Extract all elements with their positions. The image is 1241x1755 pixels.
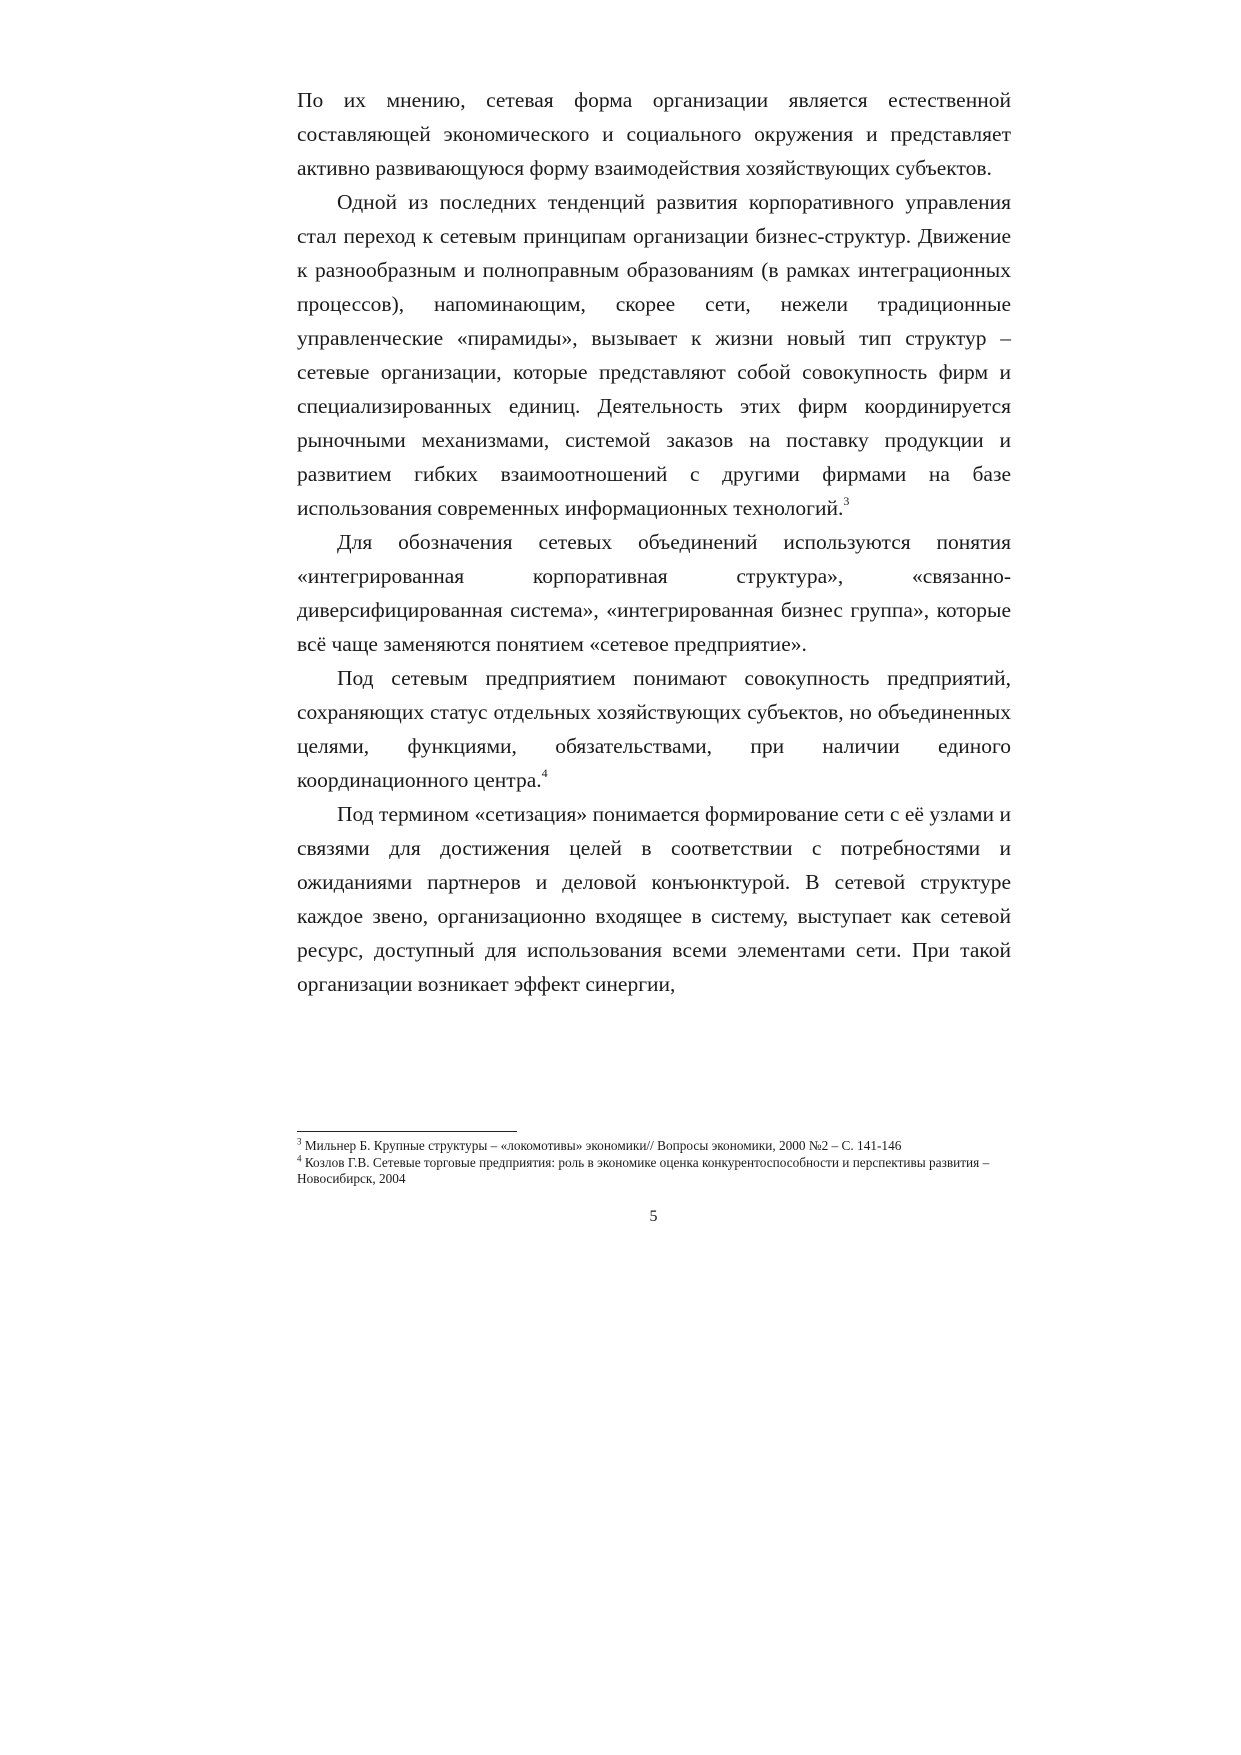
- paragraph: [297, 83, 1011, 185]
- footnote-reference[interactable]: 3: [843, 493, 850, 508]
- footnote-text: Мильнер Б. Крупные структуры – «локомотивы» экономики// Вопросы экономики, 2000 №2 – С. 141-146: [304, 1138, 902, 1153]
- page-number: 5: [649, 1208, 658, 1225]
- footnotes: [297, 1138, 1017, 1188]
- paragraph-text: Под сетевым предприятием понимают совокупность предприятий, сохраняющих статус отдельных хозяйствующих субъектов, но объединенных целями, функциями, обязательствами, при наличии единого координационного центра.: [297, 666, 1011, 792]
- body-text: [297, 83, 1011, 1001]
- footnote-separator: [297, 1131, 517, 1132]
- paragraph-text: Одной из последних тенденций развития корпоративного управления стал переход к сетевым принципам организации бизнес-структур. Движение к разнообразным и полноправным образованиям (в рамках интеграционных процессов), напоминающим, скорее сети, нежели традиционные управленческие «пирамиды», вызывает к жизни новый тип структур – сетевые организации, которые представляют собой совокупность фирм и специализированных единиц. Деятельность этих фирм координируется рыночными механизмами, системой заказов на поставку продукции и развитием гибких взаимоотношений с другими фирмами на базе использования современных информационных технологий.: [297, 190, 1011, 520]
- paragraph-text: Для обозначения сетевых объединений используются понятия «интегрированная корпоративная структура», «связанно-диверсифицированная система», «интегрированная бизнес группа», которые всё чаще заменяются понятием «сетевое предприятие».: [297, 530, 1011, 656]
- paragraph-text: По их мнению, сетевая форма организации является естественной составляющей экономического и социального окружения и представляет активно развивающуюся форму взаимодействия хозяйствующих субъектов.: [297, 88, 1011, 180]
- footnote-text: Козлов Г.В. Сетевые торговые предприятия: роль в экономике оценка конкурентоспособности и перспективы развития – Новосибирск, 2004: [297, 1154, 990, 1186]
- paragraph: [297, 185, 1011, 525]
- footnote: [297, 1138, 1017, 1155]
- paragraph: [297, 525, 1011, 661]
- footnote: [297, 1155, 1017, 1188]
- footnote-number: 3: [297, 1136, 302, 1147]
- footnote-number: 4: [297, 1153, 302, 1164]
- paragraph: [297, 797, 1011, 1001]
- paragraph-text: Под термином «сетизация» понимается формирование сети с её узлами и связями для достижения целей в соответствии с потребностями и ожиданиями партнеров и деловой конъюнктурой. В сетевой структуре каждое звено, организационно входящее в систему, выступает как сетевой ресурс, доступный для использования всеми элементами сети. При такой организации возникает эффект синергии,: [297, 802, 1011, 996]
- footnote-reference[interactable]: 4: [541, 765, 548, 780]
- paragraph: [297, 661, 1011, 797]
